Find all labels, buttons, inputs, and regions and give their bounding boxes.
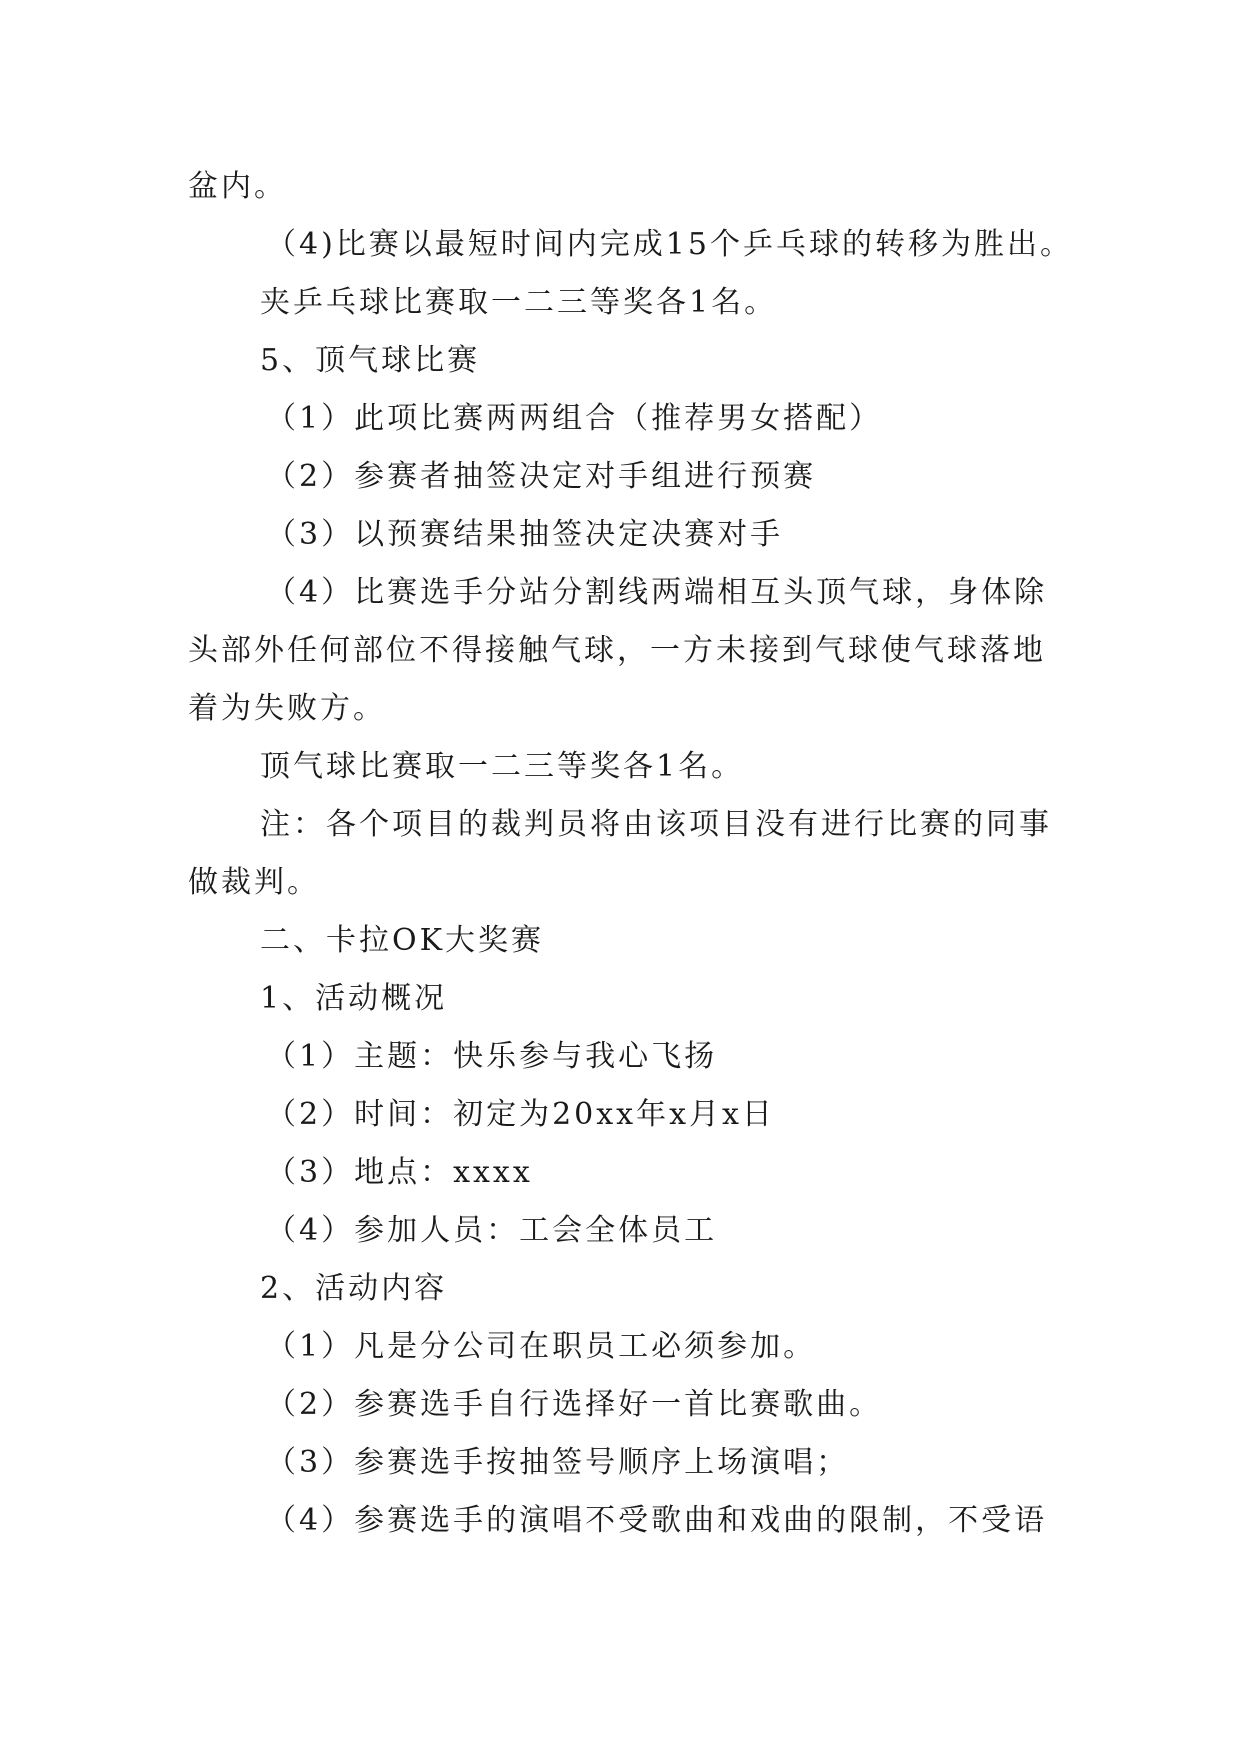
text-line: （2）参赛选手自行选择好一首比赛歌曲。 <box>266 1387 883 1422</box>
text-line: （3）以预赛结果抽签决定决赛对手 <box>266 517 784 552</box>
text-line: （1）此项比赛两两组合（推荐男女搭配） <box>266 401 883 436</box>
text-line: （2）时间：初定为20xx年x月x日 <box>266 1097 775 1132</box>
text-line: 夹乒乓球比赛取一二三等奖各1名。 <box>260 285 778 320</box>
document-body <box>188 158 1073 1550</box>
text-line: （4）参加人员：工会全体员工 <box>266 1213 718 1248</box>
subsection-heading: 1、活动概况 <box>260 981 448 1016</box>
text-line: （3）地点：xxxx <box>266 1155 533 1190</box>
note-line: 做裁判。 <box>188 865 320 900</box>
section-heading: 5、顶气球比赛 <box>260 343 481 378</box>
text-line: （4）比赛选手分站分割线两端相互头顶气球，身体除 <box>266 575 1048 610</box>
text-line: （3）参赛选手按抽签号顺序上场演唱； <box>266 1445 850 1480</box>
text-line: 盆内。 <box>188 169 287 204</box>
note-line: 注：各个项目的裁判员将由该项目没有进行比赛的同事 <box>260 807 1052 842</box>
text-line: 头部外任何部位不得接触气球，一方未接到气球使气球落地 <box>188 633 1046 668</box>
section-heading: 二、卡拉OK大奖赛 <box>260 923 545 958</box>
text-line: 着为失败方。 <box>188 691 386 726</box>
text-line: （1）凡是分公司在职员工必须参加。 <box>266 1329 817 1364</box>
text-line: 顶气球比赛取一二三等奖各1名。 <box>260 749 745 784</box>
subsection-heading: 2、活动内容 <box>260 1271 448 1306</box>
text-line: （4）参赛选手的演唱不受歌曲和戏曲的限制，不受语 <box>266 1503 1048 1538</box>
text-line: （2）参赛者抽签决定对手组进行预赛 <box>266 459 817 494</box>
text-line: （1）主题：快乐参与我心飞扬 <box>266 1039 718 1074</box>
text-line: （4)比赛以最短时间内完成15个乒乓球的转移为胜出。 <box>266 227 1073 262</box>
